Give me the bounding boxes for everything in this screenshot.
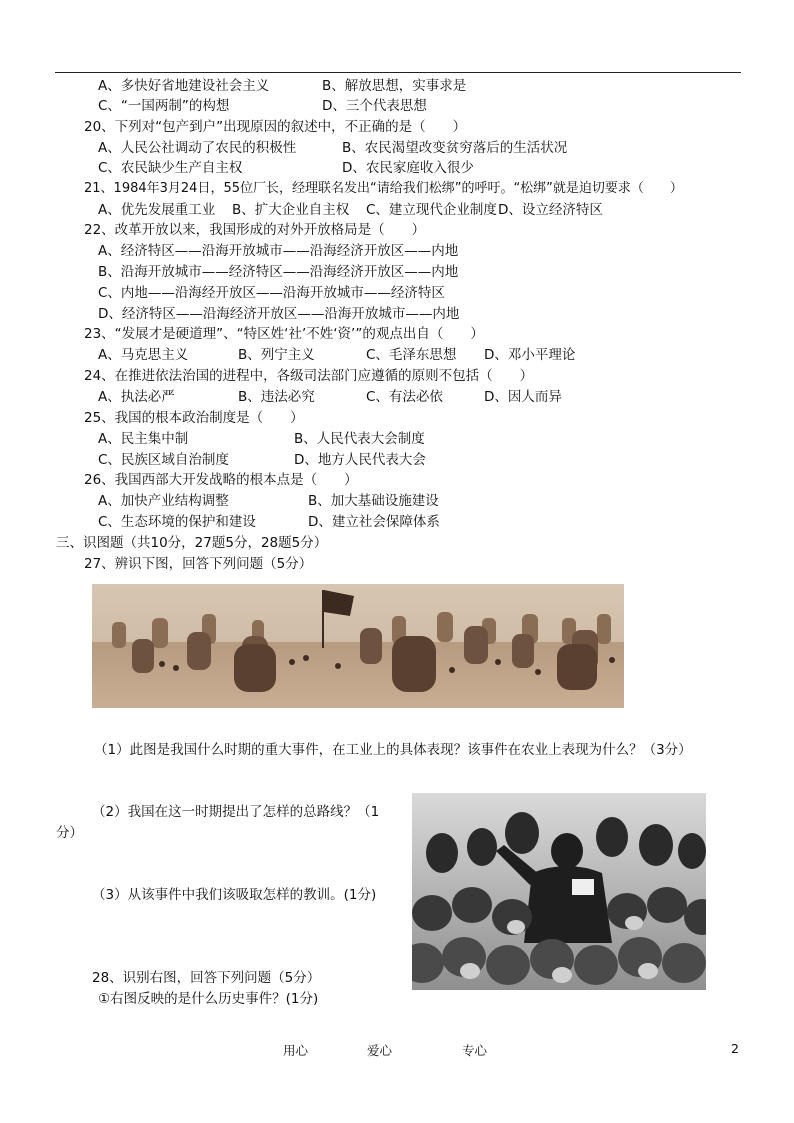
footer-right: 专心 — [462, 1043, 488, 1058]
q26-option-c: C、生态环境的保护和建设 — [98, 514, 256, 530]
q20-option-b: B、农民渴望改变贫穷落后的生活状况 — [342, 140, 568, 156]
q22-option-a: A、经济特区——沿海开放城市——沿海经济开放区——内地 — [98, 243, 459, 259]
q26-option-b: B、加大基础设施建设 — [308, 493, 439, 509]
crowd-photo — [412, 793, 706, 990]
q19-option-d: D、三个代表思想 — [322, 98, 427, 114]
q25-option-a: A、民主集中制 — [98, 431, 189, 447]
q28-sub1: ①右图反映的是什么历史事件？(1分) — [98, 991, 319, 1007]
q20-option-c: C、农民缺少生产自主权 — [98, 160, 243, 176]
q25-option-d: D、地方人民代表大会 — [294, 452, 426, 468]
q24-option-a: A、执法必严 — [98, 389, 175, 405]
page-number: 2 — [731, 1041, 739, 1056]
q24-option-b: B、违法必究 — [238, 389, 315, 405]
q19-option-c: C、“一国两制”的构想 — [98, 98, 230, 114]
q19-option-a: A、多快好省地建设社会主义 — [98, 78, 270, 94]
q23-stem: 23、“发展才是硬道理”、“特区姓‘社’不姓‘资’”的观点出自（ ） — [84, 326, 484, 342]
q25-option-c: C、民族区域自治制度 — [98, 452, 229, 468]
q21-option-d: D、设立经济特区 — [498, 202, 603, 218]
q27-sub2: （2）我国在这一时期提出了怎样的总路线？（1 — [92, 804, 380, 820]
q24-stem: 24、在推进依法治国的进程中，各级司法部门应遵循的原则不包括（ ） — [84, 368, 534, 384]
q20-option-d: D、农民家庭收入很少 — [342, 160, 474, 176]
q26-option-a: A、加快产业结构调整 — [98, 493, 229, 509]
q21-stem: 21、1984年3月24日，55位厂长，经理联名发出“请给我们松绑”的呼吁。“松绑”就是迫切要求（ ） — [84, 181, 683, 196]
header-rule — [55, 72, 741, 73]
q22-option-c: C、内地——沿海经开放区——沿海开放城市——经济特区 — [98, 285, 445, 301]
q27-stem: 27、辨识下图，回答下列问题（5分） — [84, 556, 313, 572]
q23-option-d: D、邓小平理论 — [484, 347, 576, 363]
q23-option-a: A、马克思主义 — [98, 347, 189, 363]
q27-sub3: （3）从该事件中我们该吸取怎样的教训。(1分) — [92, 887, 377, 903]
q20-stem: 20、下列对“包产到户”出现原因的叙述中，不正确的是（ ） — [84, 119, 467, 135]
q26-option-d: D、建立社会保障体系 — [308, 514, 440, 530]
furnace-photo — [92, 584, 624, 708]
footer-middle: 爱心 — [367, 1043, 393, 1058]
q23-option-b: B、列宁主义 — [238, 347, 315, 363]
q27-sub1: （1）此图是我国什么时期的重大事件，在工业上的具体表现？该事件在农业上表现为什么？（3分） — [94, 742, 692, 758]
q24-option-d: D、因人而异 — [484, 389, 562, 405]
section3-heading: 三、识图题（共10分，27题5分，28题5分） — [56, 535, 328, 551]
q23-option-c: C、毛泽东思想 — [366, 347, 457, 363]
q21-option-a: A、优先发展重工业 — [98, 202, 216, 218]
q21-option-c: C、建立现代企业制度 — [366, 202, 497, 218]
footer-left: 用心 — [283, 1043, 309, 1058]
q26-stem: 26、我国西部大开发战略的根本点是（ ） — [84, 472, 358, 488]
q24-option-c: C、有法必依 — [366, 389, 443, 405]
q25-stem: 25、我国的根本政治制度是（ ） — [84, 410, 304, 426]
q22-option-d: D、经济特区——沿海经济开放区——沿海开放城市——内地 — [98, 306, 460, 322]
q19-option-b: B、解放思想，实事求是 — [322, 78, 467, 94]
q22-stem: 22、改革开放以来，我国形成的对外开放格局是（ ） — [84, 222, 426, 238]
q22-option-b: B、沿海开放城市——经济特区——沿海经济开放区——内地 — [98, 264, 459, 280]
q25-option-b: B、人民代表大会制度 — [294, 431, 425, 447]
q21-option-b: B、扩大企业自主权 — [232, 202, 350, 218]
q27-sub2-cont: 分） — [56, 825, 83, 841]
q28-stem: 28、识别右图，回答下列问题（5分） — [92, 970, 321, 986]
q20-option-a: A、人民公社调动了农民的积极性 — [98, 140, 297, 156]
